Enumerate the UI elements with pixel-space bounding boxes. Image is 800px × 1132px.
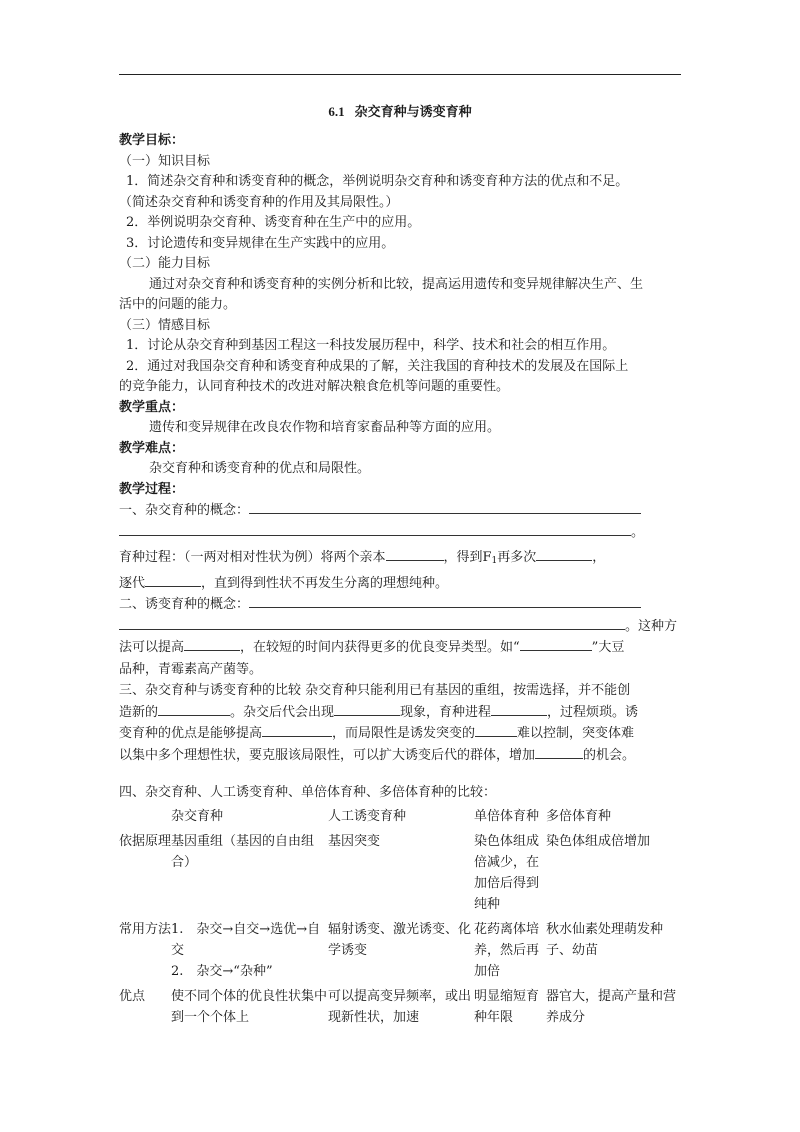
q2-blank-b[interactable]	[119, 616, 625, 630]
difficulty-text: 杂交育种和诱变育种的优点和局限性。	[149, 461, 371, 476]
q3-text-b4: ，过程烦琐。诱	[547, 704, 639, 720]
q2-blank-d[interactable]	[520, 637, 592, 651]
process-blank-2[interactable]	[536, 547, 592, 561]
q3-blank-3[interactable]	[491, 702, 547, 716]
q3-text-b1: 造新的	[119, 704, 159, 720]
q3-blank-2[interactable]	[334, 702, 400, 716]
table-cell	[171, 919, 328, 986]
table-cell: 基因重组（基因的自由组合）	[171, 833, 315, 870]
process-text-a: 育种过程：（一两对相对性状为例）将两个亲本	[119, 550, 386, 565]
q3-blank-5[interactable]	[475, 723, 517, 737]
emotion-item-1: 1．讨论从杂交育种到基因工程这一科技发展历程中，科学、技术和社会的相互作用。	[126, 338, 616, 353]
q2-text-b3: ”大豆	[591, 640, 625, 655]
header-rule	[119, 74, 681, 75]
knowledge-item-2: 2．举例说明杂交育种、诱变育种在生产中的应用。	[126, 215, 421, 230]
table-cell: 可以提高变异频率，或出现新性状，加速	[328, 988, 472, 1025]
q2-end: 。这种方	[625, 618, 678, 634]
emotion-item-2: 2．通过对我国杂交育种和诱变育种成果的了解，关注我国的育种技术的发展及在国际上	[126, 358, 629, 374]
table-header-cell: 多倍体育种	[546, 808, 612, 824]
table-cell: 辐射诱变、激光诱变、化学诱变	[328, 921, 472, 958]
q3-line-1: 三、杂交育种与诱变育种的比较 杂交育种只能利用已有基因的重组，按需选择，并不能创	[119, 683, 631, 698]
q4-heading: 四、杂交育种、人工诱变育种、单倍体育种、多倍体育种的比较：	[119, 785, 497, 800]
row-label: 依据原理	[119, 833, 172, 849]
q2-text-b2: ，在较短的时间内获得更多的优良变异类型。如“	[240, 640, 520, 655]
title-text: 杂交育种与诱变育种	[354, 105, 472, 120]
table-cell: 基因突变	[328, 833, 381, 849]
difficulty-heading: 教学难点：	[119, 440, 185, 456]
q3-blank-6[interactable]	[535, 745, 583, 759]
page-title	[119, 104, 681, 121]
key-points-text: 遗传和变异规律在改良农作物和培育家畜品种等方面的应用。	[149, 420, 501, 435]
q2-text-b1: 法可以提高	[119, 640, 185, 655]
table-row	[119, 919, 681, 986]
q2-line-4: 品种，青霉素高产菌等。	[119, 661, 263, 677]
ability-text-line-1: 通过对杂交育种和诱变育种的实例分析和比较，提高运用遗传和变异规律解决生产、生	[149, 276, 644, 292]
ability-heading: （二）能力目标	[119, 256, 211, 271]
process-line-2	[119, 573, 681, 595]
q3-line-2	[119, 702, 681, 724]
q1-blank-b[interactable]	[119, 522, 631, 536]
table-cell: 秋水仙素处理萌发种子、幼苗	[546, 921, 664, 958]
table-header-cell: 杂交育种	[171, 808, 224, 824]
process-text-d: ，	[592, 550, 606, 565]
knowledge-item-3: 3．讨论遗传和变异规律在生产实践中的应用。	[126, 235, 395, 251]
row-label: 优点	[119, 988, 146, 1004]
process-line-1	[119, 547, 681, 573]
q3-blank-4[interactable]	[262, 723, 332, 737]
q1-line-2	[119, 522, 681, 544]
table-cell: 染色体组成倍减少，在加倍后得到纯种	[474, 833, 540, 912]
process-text-f: ，直到得到性状不再发生分离的理想纯种。	[201, 575, 449, 591]
q2-line-2	[119, 616, 681, 638]
comparison-table	[119, 806, 681, 1032]
q1-end: 。	[631, 524, 645, 540]
table-header-row	[119, 806, 681, 831]
q3-text-b2: 。杂交后代会出现	[230, 704, 335, 720]
q3-text-d2: 的机会。	[583, 747, 636, 763]
q2-blank-a[interactable]	[249, 594, 641, 608]
process-text-c: 再多次	[497, 550, 537, 565]
method-step-2: 2. 杂交→“杂种”	[171, 963, 273, 979]
emotion-item-2-cont: 的竞争能力，认同育种技术的改进对解决粮食危机等问题的重要性。	[119, 379, 510, 394]
table-header-cell	[119, 806, 171, 831]
q3-line-4	[119, 745, 681, 767]
q2-label: 二、诱变育种的概念：	[119, 597, 250, 612]
process-heading: 教学过程：	[119, 481, 185, 497]
process-text-e: 逐代	[119, 575, 146, 591]
q2-line-3	[119, 637, 681, 659]
table-cell: 染色体组成倍增加	[546, 833, 651, 849]
knowledge-heading: （一）知识目标	[119, 153, 211, 169]
process-blank-3[interactable]	[145, 573, 201, 587]
table-cell: 器官大，提高产量和营养成分	[546, 988, 677, 1025]
q3-text-c2: ，而局限性是诱发突变的	[332, 726, 476, 741]
q2-line-1	[119, 594, 681, 616]
key-points-heading: 教学重点：	[119, 399, 185, 415]
q3-text-d1: 以集中多个理想性状，要克服该局限性，可以扩大诱变后代的群体，增加	[119, 747, 536, 763]
table-row	[119, 831, 681, 919]
process-blank-1[interactable]	[386, 547, 444, 561]
document-body	[119, 104, 681, 1032]
q3-text-c1: 变育种的优点是能够提高	[119, 726, 263, 741]
process-text-b: ，得到F	[443, 550, 492, 565]
ability-text-line-2: 活中的问题的能力。	[119, 297, 237, 312]
emotion-heading: （三）情感目标	[119, 317, 211, 333]
table-cell: 花药离体培养，然后再加倍	[474, 921, 540, 979]
q3-blank-1[interactable]	[158, 702, 230, 716]
q1-label: 一、杂交育种的概念：	[119, 503, 250, 518]
spacer	[119, 766, 681, 782]
knowledge-item-1-note: （简述杂交育种和诱变育种的作用及其局限性。）	[119, 194, 399, 210]
q3-line-3	[119, 723, 681, 745]
method-step-1: 1. 杂交→自交→选优→自交	[171, 921, 321, 958]
row-label: 常用方法	[119, 921, 172, 937]
table-header-cell: 单倍体育种	[474, 808, 540, 824]
table-header-cell: 人工诱变育种	[328, 808, 407, 824]
q1-blank-a[interactable]	[249, 500, 641, 514]
f1-subscript: 1	[491, 556, 498, 566]
q3-text-c3: 难以控制，突变体难	[517, 726, 635, 741]
objectives-heading: 教学目标：	[119, 133, 185, 148]
q2-blank-c[interactable]	[184, 637, 240, 651]
table-row	[119, 986, 681, 1032]
q3-text-b3: 现象，育种进程	[400, 704, 492, 720]
knowledge-item-1: 1．简述杂交育种和诱变育种的概念，举例说明杂交育种和诱变育种方法的优点和不足。	[126, 174, 629, 189]
table-cell: 明显缩短育种年限	[474, 988, 540, 1025]
table-cell: 使不同个体的优良性状集中到一个个体上	[171, 988, 328, 1025]
q1-line-1	[119, 500, 681, 522]
section-number: 6.1	[328, 104, 345, 119]
